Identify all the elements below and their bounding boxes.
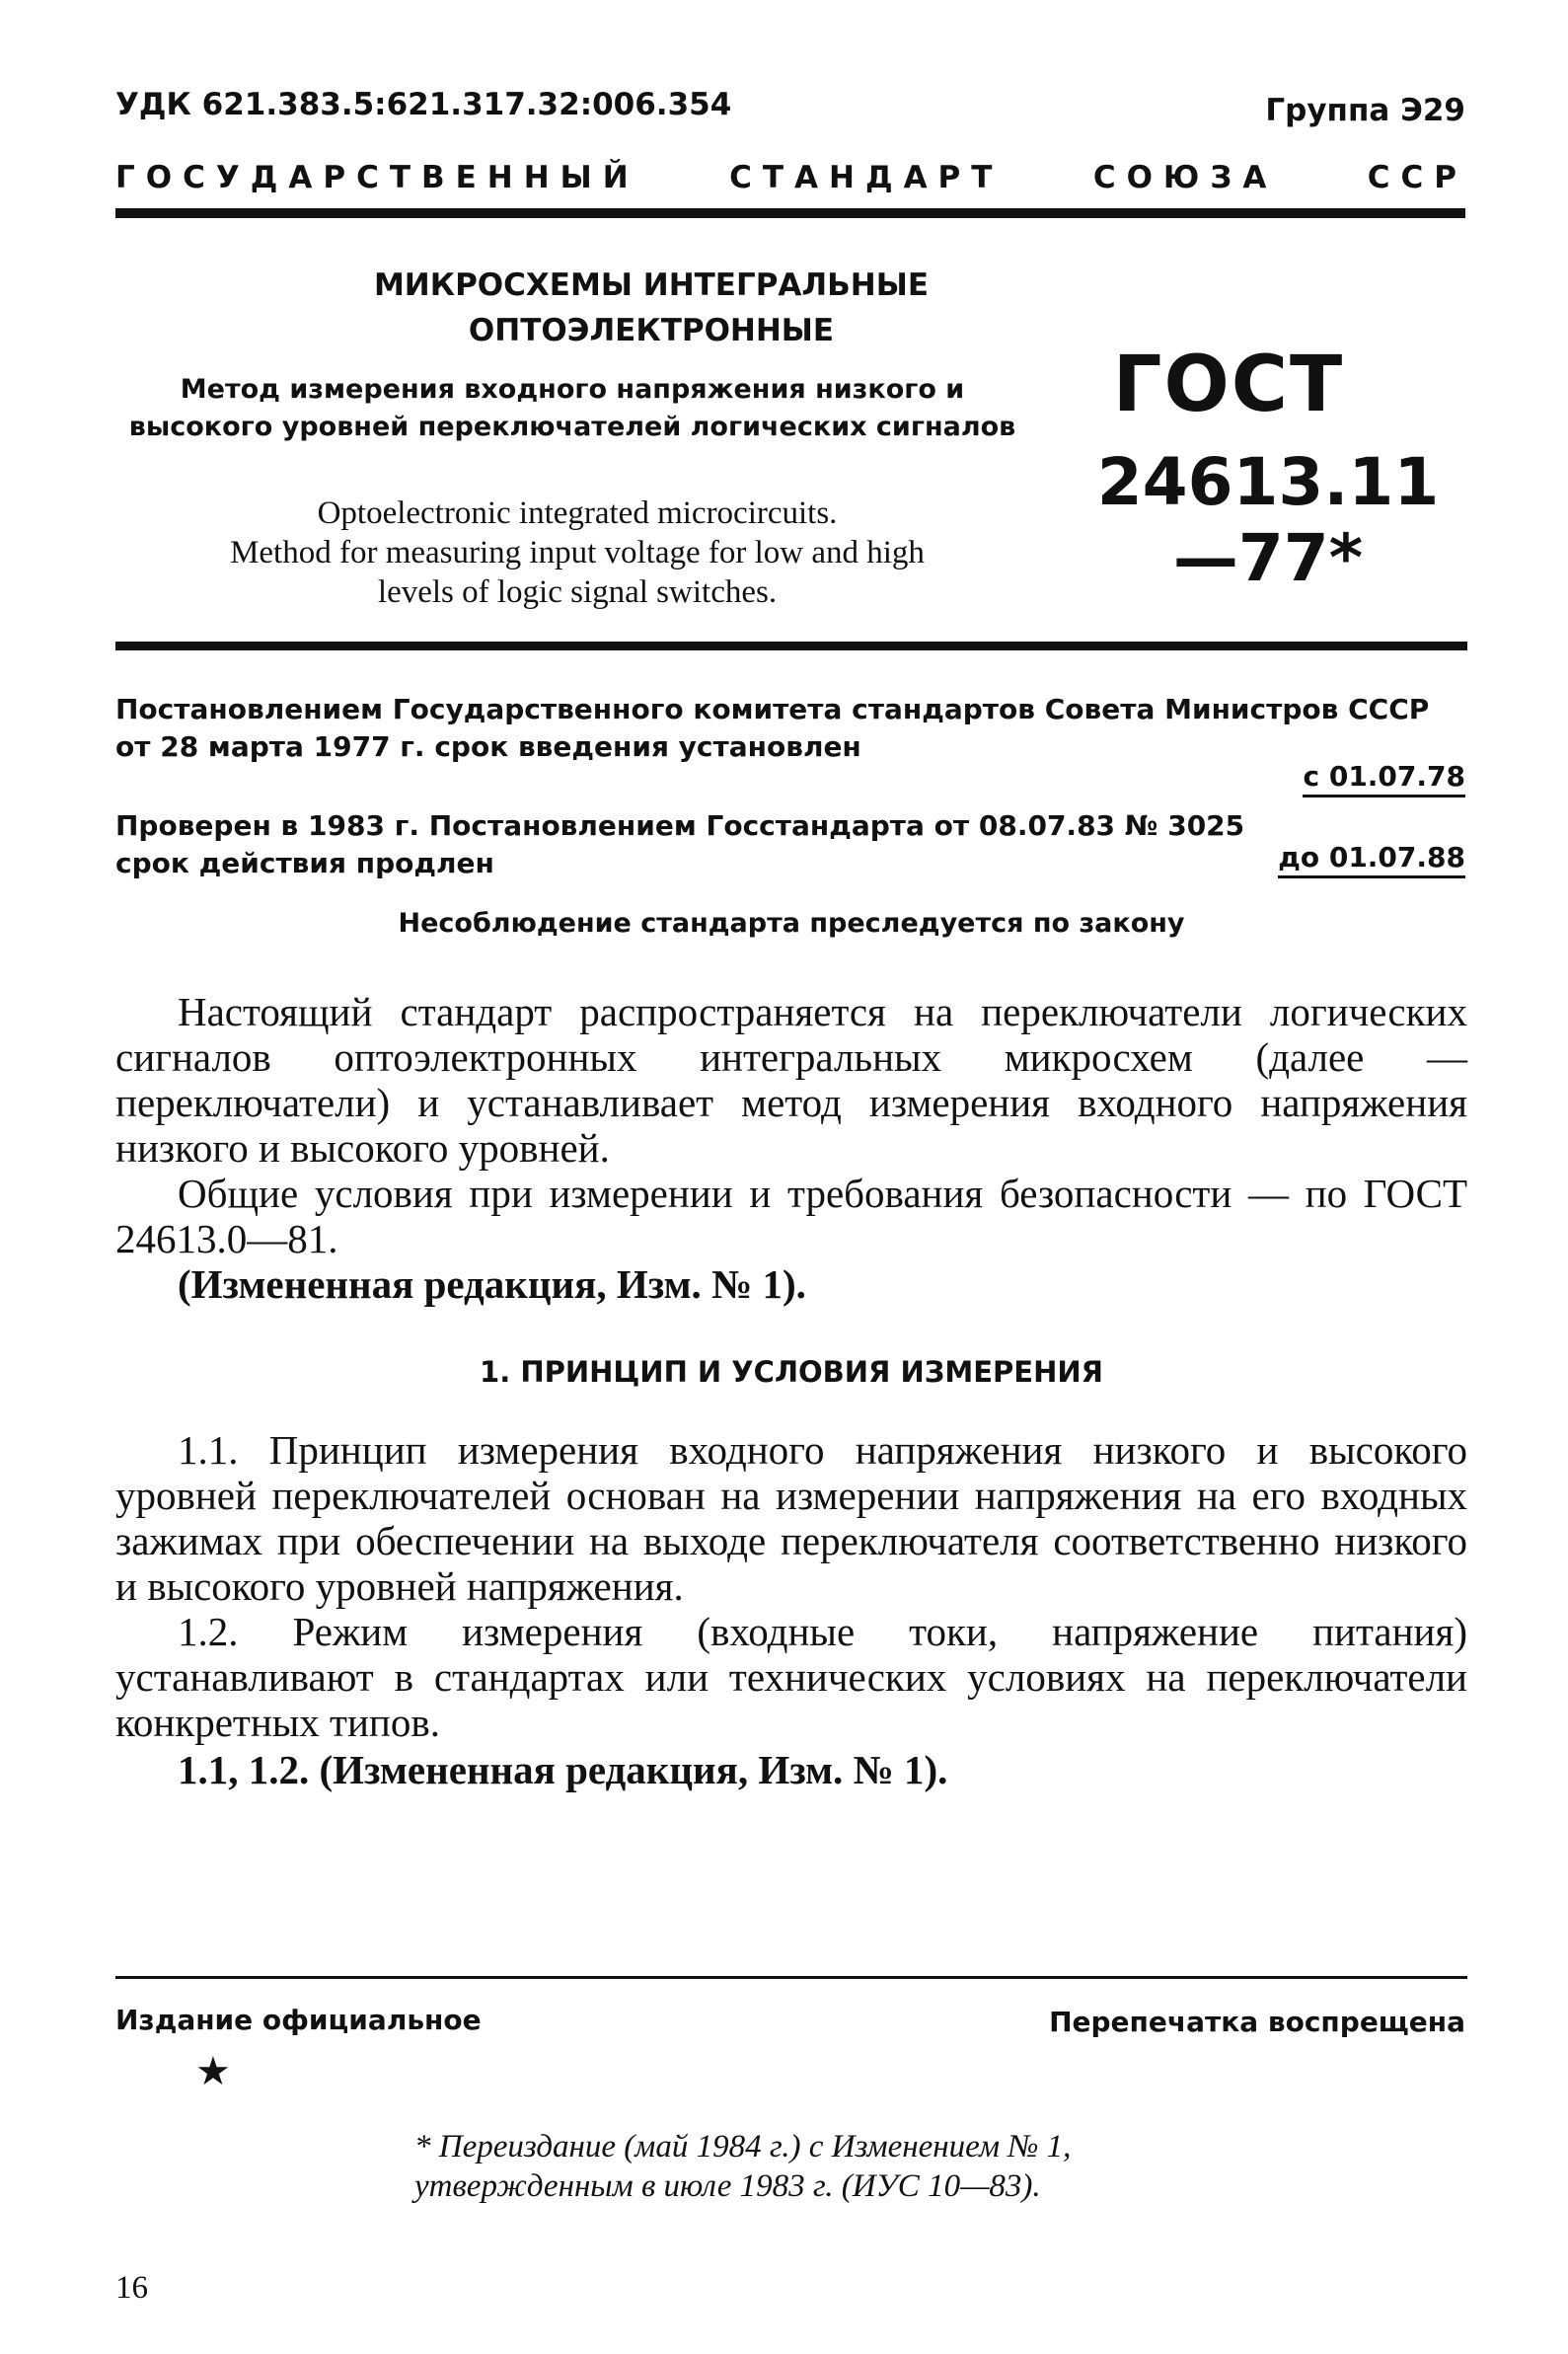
star-icon: ★ <box>195 2049 231 2093</box>
group-code: Группа Э29 <box>1265 93 1465 128</box>
footer-rule <box>115 1976 1467 1979</box>
top-rule <box>115 208 1465 218</box>
paragraph-scope: Настоящий стандарт распространяется на переключатели логических сигналов оптоэлектронных интегральных микросхем (далее — переключатели) и устанавливает метод измерения входного напряжения низкого и высокого уровней. <box>115 989 1467 1171</box>
paragraph-1-1: 1.1. Принцип измерения входного напряжения низкого и высокого уровней переключателей основан на измерении напряжения на его входных зажимах при обеспечении на выходе переключателя соответственно низкого и высокого уровней напряжения. <box>115 1427 1467 1609</box>
udk-code: УДК 621.383.5:621.317.32:006.354 <box>115 87 732 122</box>
check-text <box>115 807 1280 882</box>
english-title-line: Optoelectronic integrated microcircuits. <box>317 495 838 531</box>
effective-date: с 01.07.78 <box>1303 760 1465 797</box>
decree-text <box>115 691 1467 766</box>
banner-word: ГОСУДАРСТВЕННЫЙ <box>115 160 639 195</box>
page-number: 16 <box>115 2270 148 2306</box>
footnote-line: * Переиздание (май 1984 г.) с Изменением № 1, <box>414 2129 1072 2164</box>
edition-label: Издание официальное <box>115 2004 482 2036</box>
english-title-line: Method for measuring input voltage for low and high <box>230 535 925 570</box>
gost-number: 24613.11—77* <box>1096 444 1440 596</box>
english-title-line: levels of logic signal switches. <box>377 574 778 610</box>
decree-line: Постановлением Государственного комитета стандартов Совета Министров СССР <box>115 693 1430 725</box>
legal-notice: Несоблюдение стандарта преследуется по закону <box>398 908 1185 939</box>
section-heading: 1. ПРИНЦИП И УСЛОВИЯ ИЗМЕРЕНИЯ <box>480 1355 1103 1389</box>
subtitle-line: высокого уровней переключателей логических сигналов <box>128 412 1016 442</box>
decree-line: от 28 марта 1977 г. срок введения установлен <box>115 730 861 763</box>
expiry-date: до 01.07.88 <box>1278 841 1465 878</box>
document-subtitle <box>113 371 1031 446</box>
paragraph-1-2: 1.2. Режим измерения (входные токи, напряжение питания) устанавливают в стандартах или технических условиях на переключатели конкретных типов. <box>115 1609 1467 1745</box>
title-line: ОПТОЭЛЕКТРОННЫЕ <box>468 313 835 348</box>
amendment-note: 1.1, 1.2. (Измененная редакция, Изм. № 1). <box>178 1747 948 1792</box>
subtitle-line: Метод измерения входного напряжения низкого и <box>180 374 965 405</box>
paragraph-general-conditions: Общие условия при измерении и требования безопасности — по ГОСТ 24613.0—81. <box>115 1171 1467 1261</box>
check-line: срок действия продлен <box>115 847 494 879</box>
reprint-notice: Перепечатка воспрещена <box>1049 2006 1465 2038</box>
middle-rule <box>115 642 1467 650</box>
state-standard-banner <box>115 160 1467 195</box>
title-line: МИКРОСХЕМЫ ИНТЕГРАЛЬНЫЕ <box>373 267 930 303</box>
check-line: Проверен в 1983 г. Постановлением Госстандарта от 08.07.83 № 3025 <box>115 809 1245 842</box>
banner-word: СОЮЗА <box>1092 160 1278 195</box>
document-title <box>296 263 1007 353</box>
banner-word: СТАНДАРТ <box>729 160 1004 195</box>
footnote-line: утвержденным в июле 1983 г. (ИУС 10—83). <box>414 2168 1041 2204</box>
gost-label: ГОСТ <box>1112 341 1345 429</box>
amendment-note: (Измененная редакция, Изм. № 1). <box>178 1261 806 1307</box>
banner-word: ССР <box>1367 160 1467 195</box>
footnote <box>414 2127 1224 2206</box>
english-title <box>148 494 1007 612</box>
